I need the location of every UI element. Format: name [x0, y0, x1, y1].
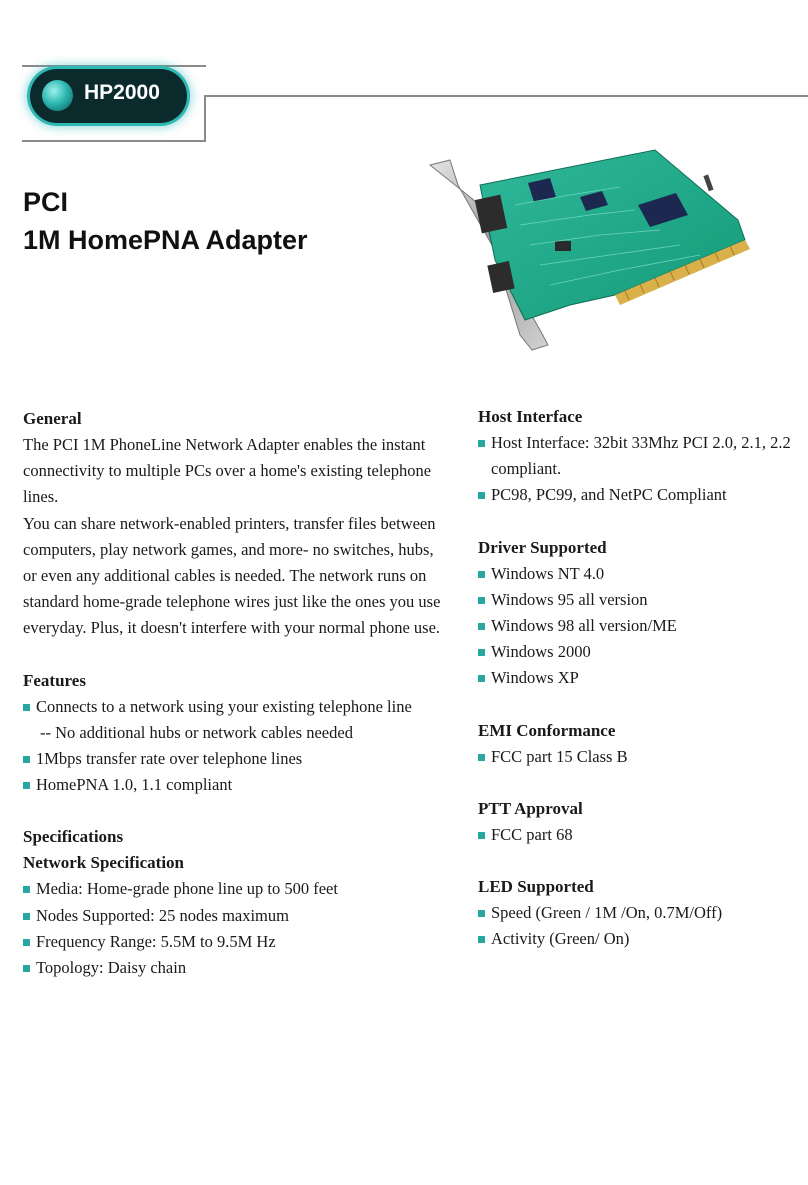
emi-conformance-heading: EMI Conformance — [478, 720, 616, 740]
list-item: Nodes Supported: 25 nodes maximum — [23, 903, 448, 929]
title-line-1: PCI — [23, 187, 69, 217]
title-line-2: 1M HomePNA Adapter — [23, 225, 308, 255]
list-item: 1Mbps transfer rate over telephone lines — [23, 746, 448, 772]
driver-supported-heading: Driver Supported — [478, 537, 607, 557]
header-rule-top-left — [22, 65, 206, 67]
list-item: Topology: Daisy chain — [23, 955, 448, 981]
list-item: FCC part 68 — [478, 822, 798, 848]
list-item: Connects to a network using your existing telephone line — [23, 694, 448, 720]
header-rule-right — [204, 95, 808, 97]
header-rule-vertical — [204, 95, 206, 142]
features-heading: Features — [23, 670, 86, 690]
ptt-approval-heading: PTT Approval — [478, 798, 583, 818]
network-specification-heading: Network Specification — [23, 853, 185, 873]
list-item: Windows NT 4.0 — [478, 561, 798, 587]
header-rule-bottom — [22, 140, 206, 142]
product-image — [420, 145, 765, 360]
page-title — [23, 183, 308, 259]
list-item: Speed (Green / 1M /On, 0.7M/Off) — [478, 900, 798, 926]
general-heading: General — [23, 409, 82, 428]
list-item: Windows XP — [478, 665, 798, 691]
list-item: Host Interface: 32bit 33Mhz PCI 2.0, 2.1, 2.2 compliant. — [478, 430, 798, 482]
host-interface-heading: Host Interface — [478, 407, 583, 426]
model-badge-label: HP2000 — [84, 81, 160, 104]
model-badge — [30, 69, 187, 123]
list-item: HomePNA 1.0, 1.1 compliant — [23, 772, 448, 798]
badge-dot-icon — [42, 80, 73, 111]
general-paragraph-2: You can share network-enabled printers, transfer files between computers, play network games, and more- no switches, hubs, or even any additional cables is needed. The network runs on standard home-grade telephone wires just like the ones you use everyday. Plus, it doesn't interfere with your normal phone use. — [23, 513, 441, 638]
list-item: Windows 95 all version — [478, 587, 798, 613]
right-column — [478, 404, 798, 952]
specifications-heading: Specifications — [23, 827, 124, 847]
general-paragraph-1: The PCI 1M PhoneLine Network Adapter enables the instant connectivity to multiple PCs over a home's existing telephone lines. — [23, 435, 432, 507]
list-item: Windows 98 all version/ME — [478, 613, 798, 639]
left-column — [23, 406, 448, 981]
list-item: Media: Home-grade phone line up to 500 feet — [23, 876, 448, 902]
list-item: PC98, PC99, and NetPC Compliant — [478, 482, 798, 508]
list-item: FCC part 15 Class B — [478, 744, 798, 770]
led-supported-heading: LED Supported — [478, 877, 594, 897]
list-item: Activity (Green/ On) — [478, 926, 798, 952]
list-item: Windows 2000 — [478, 639, 798, 665]
features-subline: -- No additional hubs or network cables needed — [40, 722, 353, 742]
list-item: Frequency Range: 5.5M to 9.5M Hz — [23, 929, 448, 955]
